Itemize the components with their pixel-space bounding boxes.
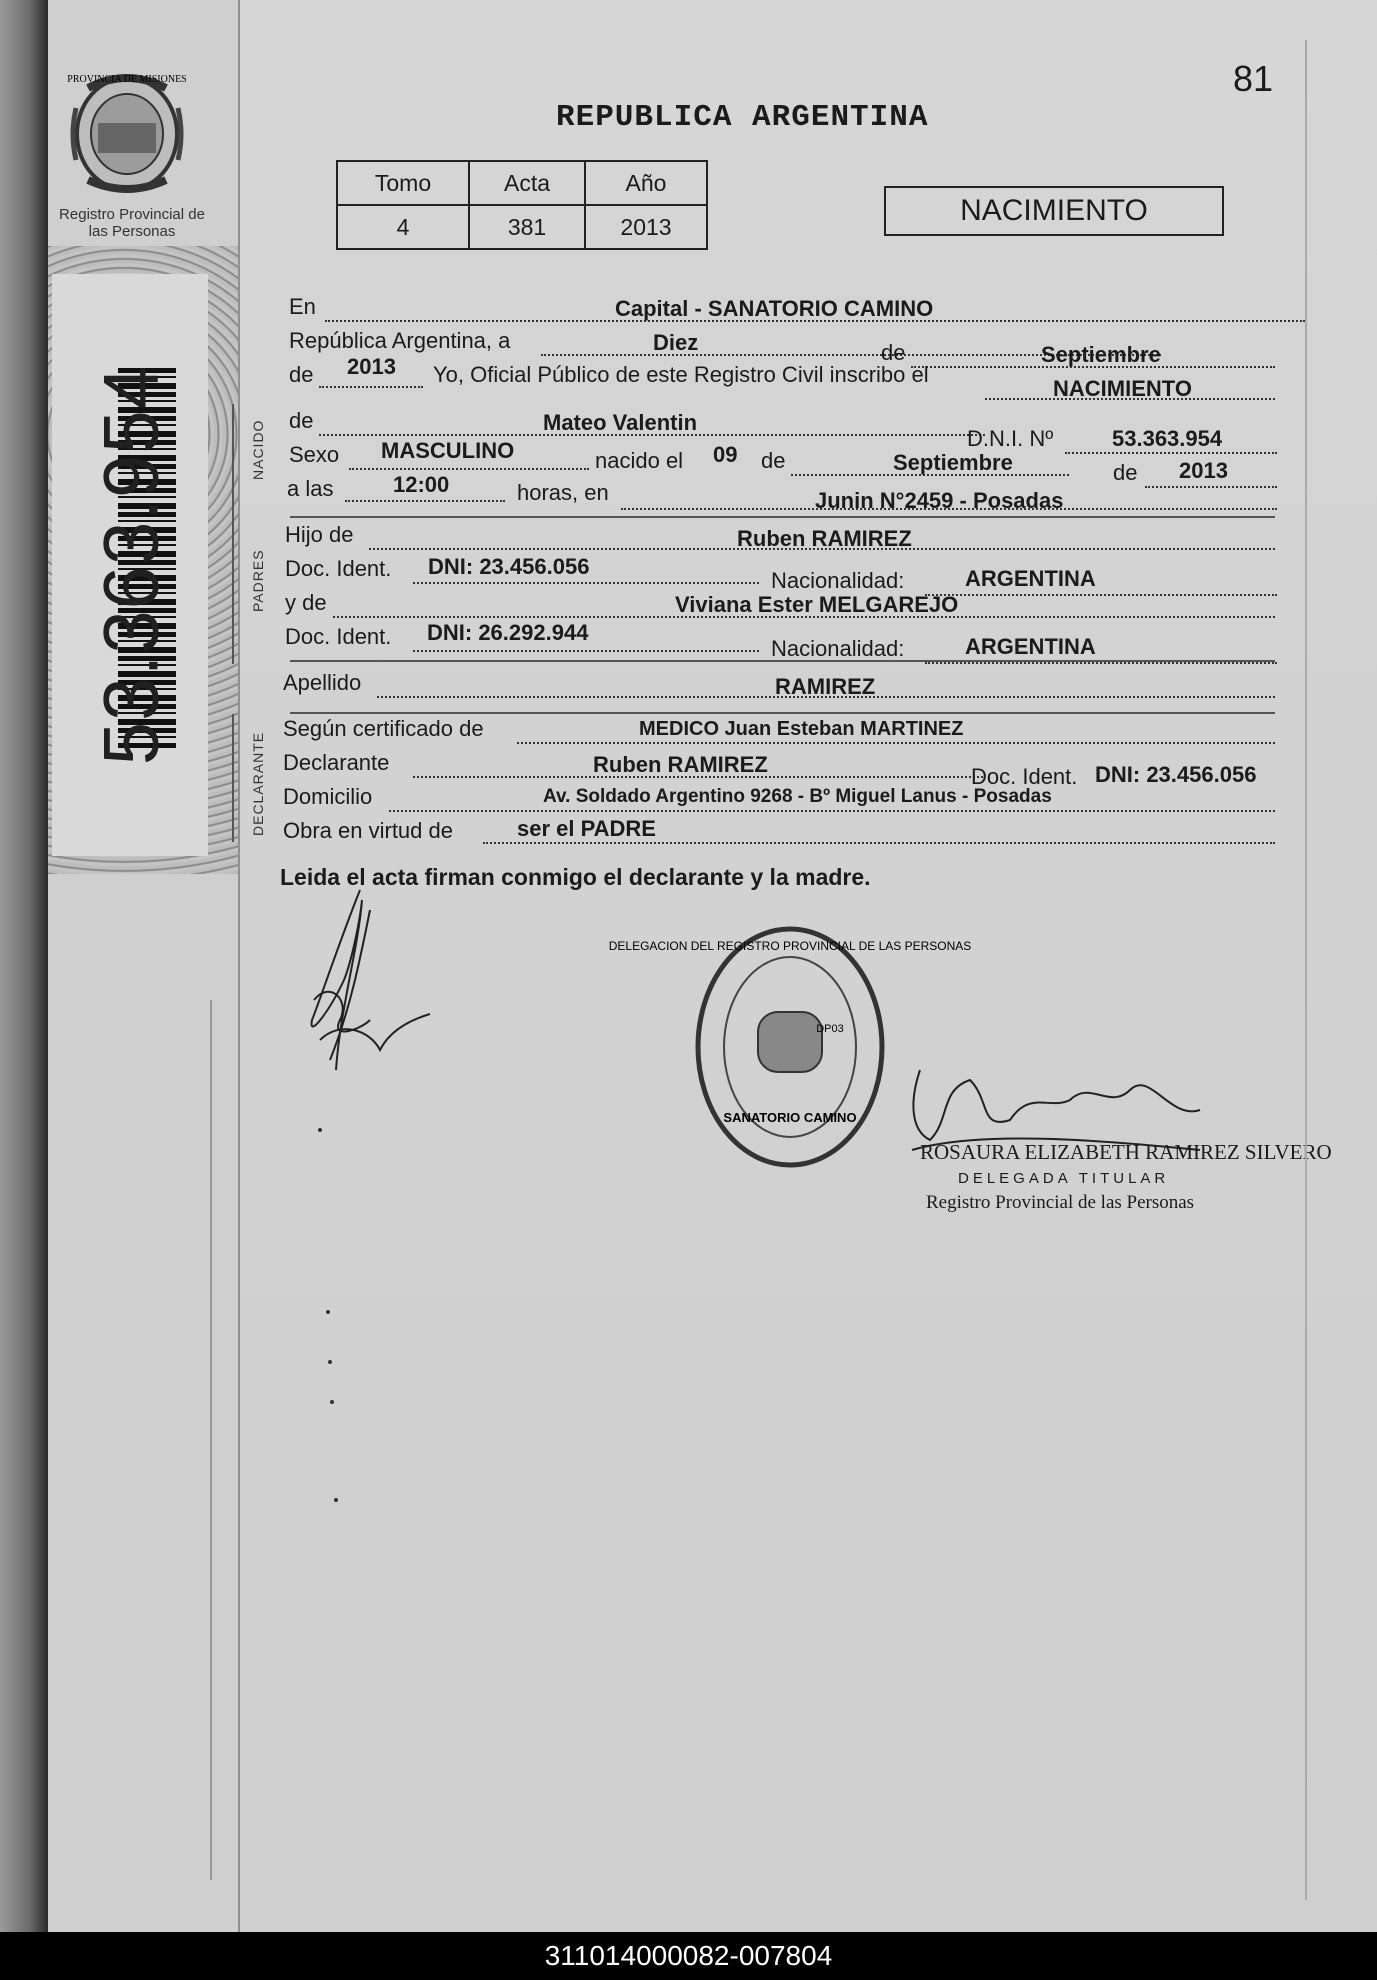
de-label-2: de [761, 448, 786, 473]
row-declarante [283, 750, 1275, 789]
doc-ident-label-2: Doc. Ident. [285, 624, 392, 649]
page-number: 81 [1233, 58, 1274, 99]
padres-section-line [232, 518, 234, 664]
barcode-number: 53.363.954 [86, 364, 175, 766]
sexo-value: MASCULINO [381, 438, 515, 463]
stamp-inner-text: SANATORIO CAMINO [723, 1110, 857, 1125]
anio-value: 2013 [585, 205, 707, 249]
nacido-el-label: nacido el [595, 448, 684, 473]
mother-nationality: ARGENTINA [965, 634, 1096, 659]
y-de-label: y de [285, 590, 327, 615]
birth-location: Junin N°2459 - Posadas [815, 488, 1064, 513]
row-certificado [285, 716, 1275, 746]
de-label: de [881, 340, 906, 365]
year-value: 2013 [347, 354, 396, 379]
tomo-value: 4 [337, 205, 469, 249]
act-type-box: NACIMIENTO [884, 186, 1224, 236]
province-emblem [68, 68, 186, 198]
stamp-outer-text: DELEGACION DEL REGISTRO PROVINCIAL DE LAS PERSONAS [608, 939, 972, 953]
father-name: Ruben RAMIREZ [737, 526, 912, 551]
official-name: ROSAURA ELIZABETH RAMIREZ SILVERO [920, 1140, 1332, 1164]
acta-value: 381 [469, 205, 585, 249]
declarante-doc: DNI: 23.456.056 [1095, 762, 1257, 787]
nacionalidad-label-2: Nacionalidad: [771, 636, 905, 661]
act-word: NACIMIENTO [1053, 376, 1192, 401]
anio-header: Año [585, 161, 707, 205]
registry-stamp [608, 922, 972, 1172]
declarante-section-line [232, 714, 234, 842]
child-name: Mateo Valentin [543, 410, 698, 435]
binding-spine [0, 0, 48, 1932]
tomo-header: Tomo [337, 161, 469, 205]
father-doc: DNI: 23.456.056 [428, 554, 590, 579]
emblem-top-text: PROVINCIA DE MISIONES [67, 74, 187, 85]
birth-day: 09 [713, 442, 738, 467]
en-label: En [289, 294, 316, 319]
mother-doc: DNI: 26.292.944 [427, 620, 589, 645]
day-value: Diez [653, 330, 699, 355]
father-nationality: ARGENTINA [965, 566, 1096, 591]
domicilio-label: Domicilio [283, 784, 373, 809]
padres-label: PADRES [250, 549, 266, 612]
de-year-label: de [289, 362, 314, 387]
doc-ident-label: Doc. Ident. [285, 556, 392, 581]
row-father-doc [285, 554, 1275, 593]
acta-header: Acta [469, 161, 585, 205]
official-org: Registro Provincial de las Personas [926, 1192, 1195, 1213]
nacionalidad-label: Nacionalidad: [771, 568, 905, 593]
certificado-label: Según certificado de [283, 716, 484, 741]
page-title: REPUBLICA ARGENTINA [556, 100, 929, 135]
record-table [336, 160, 708, 250]
declarante-doc-label: Doc. Ident. [971, 764, 1078, 789]
horas-label: horas, en [517, 480, 609, 505]
statement-text: Yo, Oficial Público de este Registro Civil inscribo el [433, 362, 929, 387]
footer-code: 311014000082-007804 [0, 1932, 1377, 1980]
child-dni: 53.363.954 [1112, 426, 1223, 451]
apellido-value: RAMIREZ [775, 674, 876, 699]
birth-month: Septiembre [893, 450, 1013, 475]
a-las-label: a las [287, 476, 334, 501]
row-apellido [285, 670, 1275, 700]
row-mother [285, 590, 1275, 620]
obra-label: Obra en virtud de [283, 818, 453, 843]
stamp-code: DP03 [816, 1023, 844, 1035]
declarant-signature [300, 880, 440, 1100]
nacido-label: NACIDO [250, 419, 266, 480]
row-mother-doc [285, 620, 1275, 661]
birth-time: 12:00 [393, 472, 450, 497]
month-value: Septiembre [1041, 342, 1161, 367]
hijo-de-label: Hijo de [285, 522, 354, 547]
de-label-3: de [1113, 460, 1138, 485]
birth-year: 2013 [1179, 458, 1228, 483]
sexo-label: Sexo [289, 442, 340, 467]
nacido-section-line [232, 404, 234, 522]
declarante-name-label: Declarante [283, 750, 390, 775]
dni-label: D.N.I. Nº [967, 426, 1054, 451]
de-name-label: de [289, 408, 314, 433]
closing-statement: Leida el acta firman conmigo el declarante y la madre. [280, 864, 871, 890]
registry-label: Registro Provincial de las Personas [59, 206, 205, 240]
republica-label: República Argentina, a [289, 328, 511, 353]
official-role: DELEGADA TITULAR [958, 1170, 1170, 1187]
declarante-name: Ruben RAMIREZ [593, 752, 768, 777]
apellido-label: Apellido [283, 670, 362, 695]
row-en [285, 294, 1275, 324]
row-domicilio [285, 784, 1275, 814]
mother-name: Viviana Ester MELGAREJO [675, 592, 959, 617]
row-father [285, 522, 1275, 552]
declarante-label: DECLARANTE [250, 731, 266, 836]
certificado-value: MEDICO Juan Esteban MARTINEZ [639, 718, 964, 740]
domicilio-value: Av. Soldado Argentino 9268 - Bº Miguel Lanus - Posadas [543, 786, 1052, 807]
obra-value: ser el PADRE [517, 816, 656, 841]
place-value: Capital - SANATORIO CAMINO [615, 296, 934, 321]
row-obra [285, 816, 1275, 846]
